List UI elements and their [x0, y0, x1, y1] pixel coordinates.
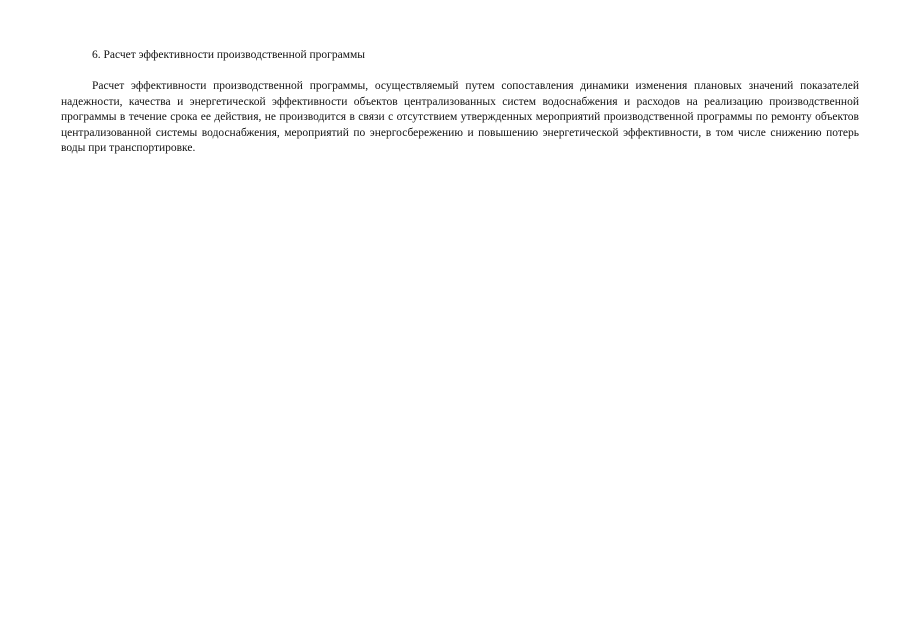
section-heading: 6. Расчет эффективности производственной программы — [92, 49, 366, 61]
section-paragraph: Расчет эффективности производственной программы, осуществляемый путем сопоставления динамики изменения плановых значений показателей надежности, качества и энергетической эффективности объектов централизованных систем водоснабжения и расходов на реализацию производственной программы в течение срока ее действия, не производится в связи с отсутствием утвержденных мероприятий производственной программы по ремонту объектов централизованной системы водоснабжения, мероприятий по энергосбережению и повышению энергетической эффективности, в том числе снижению потерь воды при транспортировке. — [61, 80, 859, 154]
